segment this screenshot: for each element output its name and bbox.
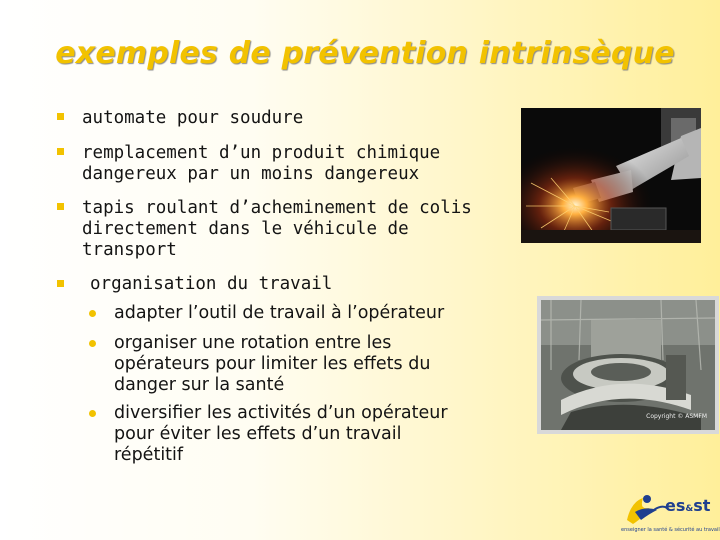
- sub-bullet-line: danger sur la santé: [114, 375, 285, 395]
- sub-bullet-line: adapter l’outil de travail à l’opérateur: [114, 303, 445, 323]
- sub-bullet-item: [114, 303, 444, 324]
- bullet-line: organisation du travail: [90, 274, 333, 294]
- sub-bullet-line: répétitif: [114, 445, 184, 465]
- round-bullet-icon: [89, 310, 96, 317]
- square-bullet-icon: [57, 148, 64, 155]
- logo-wordmark: [665, 496, 710, 515]
- square-bullet-icon: [57, 280, 64, 287]
- sub-bullet-line: pour éviter les effets d’un travail: [114, 424, 402, 444]
- bullet-item: [82, 143, 440, 185]
- bullet-line: tapis roulant d’acheminement de colis: [82, 198, 472, 218]
- sub-bullet-item: [114, 403, 448, 466]
- logo-word-b: st: [693, 496, 711, 515]
- ess-logo-figure-icon: [621, 490, 669, 528]
- square-bullet-icon: [57, 203, 64, 210]
- bullet-item: [82, 108, 303, 129]
- sub-bullet-item: [114, 333, 430, 396]
- welding-robot-photo: [521, 108, 701, 243]
- photo-copyright: Copyright © ASMFM: [646, 413, 707, 420]
- round-bullet-icon: [89, 340, 96, 347]
- bullet-line: automate pour soudure: [82, 108, 304, 128]
- round-bullet-icon: [89, 410, 96, 417]
- bullet-item: [82, 198, 472, 261]
- logo-amp: &: [685, 504, 694, 514]
- sub-bullet-line: opérateurs pour limiter les effets du: [114, 354, 431, 374]
- bullet-line: dangereux par un moins dangereux: [82, 164, 420, 184]
- square-bullet-icon: [57, 113, 64, 120]
- logo-word-a: es: [665, 496, 686, 515]
- bullet-item: [90, 274, 332, 295]
- conveyor-workshop-photo: [537, 296, 719, 434]
- bullet-line: transport: [82, 240, 177, 260]
- slide-title: exemples de prévention intrinsèque: [55, 36, 675, 71]
- sub-bullet-line: organiser une rotation entre les: [114, 333, 392, 353]
- bullet-line: directement dans le véhicule de: [82, 219, 409, 239]
- bullet-line: remplacement d’un produit chimique: [82, 143, 441, 163]
- logo-tagline: enseigner la santé & sécurité au travail: [621, 527, 720, 533]
- ess-logo: [621, 490, 720, 538]
- sub-bullet-line: diversifier les activités d’un opérateur: [114, 403, 448, 423]
